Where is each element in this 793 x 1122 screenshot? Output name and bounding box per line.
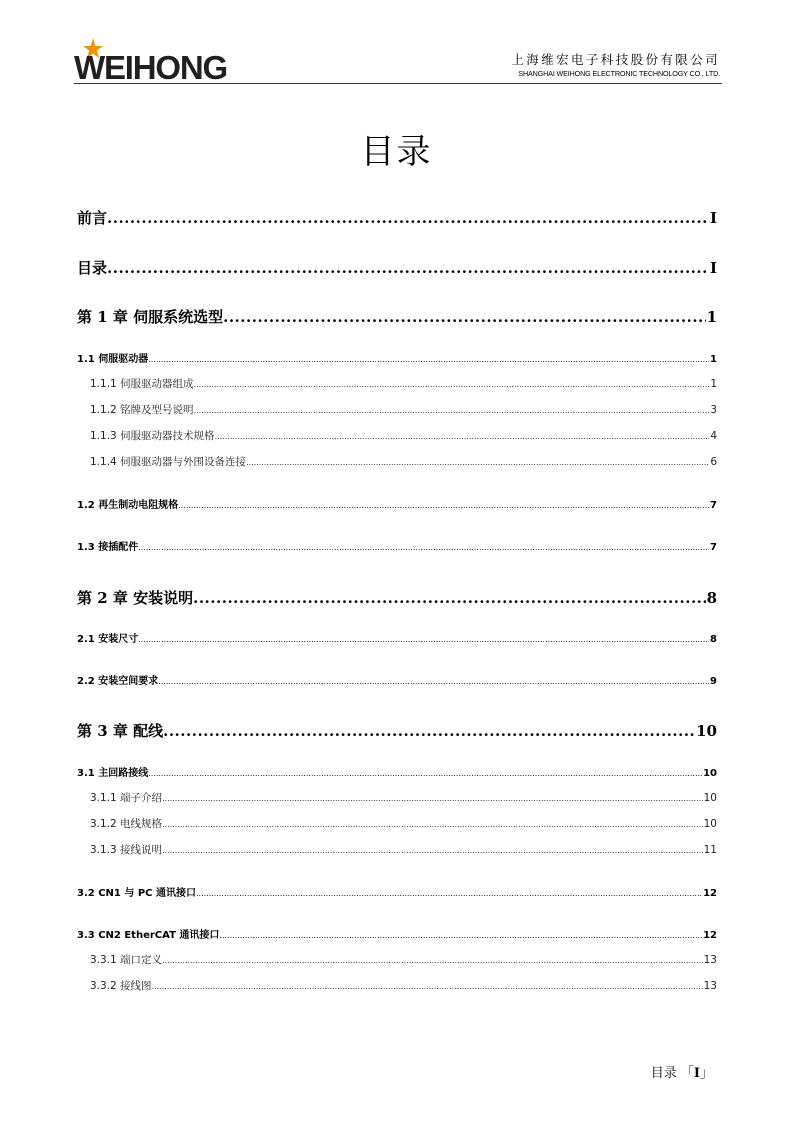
toc-entry-label: 2.2 安装空间要求	[77, 676, 159, 687]
toc-leader-dots	[215, 432, 710, 441]
company-name-en: SHANGHAI WEIHONG ELECTRONIC TECHNOLOGY CO., LTD.	[518, 69, 720, 78]
toc-section-entry[interactable]	[77, 764, 717, 779]
toc-section-entry[interactable]	[77, 496, 717, 511]
toc-leader-dots	[193, 589, 705, 607]
toc-leader-dots	[178, 501, 709, 510]
toc-leader-dots	[162, 956, 703, 965]
toc-section-entry[interactable]	[77, 630, 717, 645]
toc-subsection-entry[interactable]	[90, 790, 717, 805]
toc-section-entry[interactable]	[77, 538, 717, 553]
toc-leader-dots	[107, 209, 709, 227]
toc-leader-dots	[162, 820, 703, 829]
toc-entry-label: 前言	[77, 209, 108, 227]
toc-entry-page: 3	[710, 404, 717, 416]
toc-chapter-entry[interactable]	[77, 306, 717, 327]
toc-entry-page: 10	[703, 792, 717, 804]
toc-entry-page: 10	[696, 722, 717, 740]
page-title: 目录	[360, 132, 433, 172]
toc-entry-page: 7	[710, 542, 717, 553]
toc-entry-page: 1	[710, 378, 717, 390]
toc-subsection-entry[interactable]	[90, 454, 717, 469]
toc-entry-label: 3.1.3 接线说明	[90, 844, 163, 856]
toc-entry-label: 3.3.2 接线图	[90, 980, 152, 992]
toc-entry-page: 8	[706, 589, 717, 607]
toc-entry-label: 3.2 CN1 与 PC 通讯接口	[77, 888, 196, 899]
toc-entry-page: 6	[710, 456, 717, 468]
toc-entry-page: 13	[703, 954, 717, 966]
toc-entry-label: 3.3 CN2 EtherCAT 通讯接口	[77, 930, 220, 941]
toc-entry-label: 3.1 主回路接线	[77, 768, 149, 779]
toc-entry-label: 1.3 接插配件	[77, 542, 139, 553]
toc-entry-label: 1.1.2 铭牌及型号说明	[90, 404, 194, 416]
toc-leader-dots	[148, 769, 702, 778]
toc-entry-page: 7	[710, 500, 717, 511]
toc-entry-label: 1.1.1 伺服驱动器组成	[90, 378, 194, 390]
toc-entry-label: 1.1.4 伺服驱动器与外围设备连接	[90, 456, 247, 468]
toc-entry-label: 2.1 安装尺寸	[77, 634, 139, 645]
toc-entry-page: 9	[710, 676, 717, 687]
toc-entry-page: 12	[703, 888, 717, 899]
toc-section-entry[interactable]	[77, 350, 717, 365]
page-footer	[651, 1062, 713, 1081]
toc-leader-dots	[148, 355, 709, 364]
toc-leader-dots	[196, 889, 702, 898]
toc-entry-label: 1.2 再生制动电阻规格	[77, 500, 179, 511]
logo-text: WEIHONG	[74, 49, 227, 82]
toc-entry-label: 3.1.1 端子介绍	[90, 792, 163, 804]
toc-entry-page: 1	[706, 308, 717, 326]
toc-entry-page: I	[709, 209, 717, 227]
toc-leader-dots	[219, 931, 702, 940]
toc-entry-label: 3.3.1 端口定义	[90, 954, 163, 966]
toc-chapter-entry[interactable]	[77, 587, 717, 608]
toc-entry-label: 3.1.2 电线规格	[90, 818, 163, 830]
toc-entry-label: 第 2 章 安装说明	[77, 589, 194, 607]
toc-entry-page: 13	[703, 980, 717, 992]
toc-leader-dots	[107, 259, 709, 277]
toc-entry-page: 4	[710, 430, 717, 442]
footer-label: 目录	[650, 1066, 677, 1081]
toc-subsection-entry[interactable]	[90, 816, 717, 831]
toc-leader-dots	[194, 406, 710, 415]
toc-subsection-entry[interactable]	[90, 952, 717, 967]
footer-bracket-open: 「	[680, 1066, 694, 1081]
toc-leader-dots	[158, 677, 709, 686]
toc-entry-label: 1.1.3 伺服驱动器技术规格	[90, 430, 215, 442]
company-name-cn: 上海维宏电子科技股份有限公司	[511, 52, 720, 67]
toc-subsection-entry[interactable]	[90, 978, 717, 993]
toc-entry-page: 11	[703, 844, 717, 856]
toc-entry-page: 12	[703, 930, 717, 941]
toc-subsection-entry[interactable]	[90, 376, 717, 391]
toc-leader-dots	[223, 308, 705, 326]
toc-entry-page: 10	[703, 768, 717, 779]
toc-chapter-entry[interactable]	[77, 207, 717, 228]
toc-leader-dots	[152, 982, 703, 991]
toc-chapter-entry[interactable]	[77, 257, 717, 278]
toc-entry-label: 第 1 章 伺服系统选型	[77, 308, 224, 326]
toc-entry-label: 第 3 章 配线	[77, 722, 164, 740]
toc-entry-page: 8	[710, 634, 717, 645]
toc-entry-page: I	[709, 259, 717, 277]
toc-entry-label: 目录	[77, 259, 108, 277]
toc-leader-dots	[162, 794, 703, 803]
toc-entry-label: 1.1 伺服驱动器	[77, 354, 149, 365]
toc-subsection-entry[interactable]	[90, 402, 717, 417]
toc-section-entry[interactable]	[77, 672, 717, 687]
footer-bracket-close: 」	[699, 1066, 713, 1081]
toc-leader-dots	[246, 458, 709, 467]
toc-subsection-entry[interactable]	[90, 428, 717, 443]
toc-subsection-entry[interactable]	[90, 842, 717, 857]
toc-entry-page: 10	[703, 818, 717, 830]
toc-leader-dots	[138, 543, 709, 552]
toc-leader-dots	[138, 635, 709, 644]
toc-section-entry[interactable]	[77, 884, 717, 899]
toc-leader-dots	[163, 722, 695, 740]
toc-section-entry[interactable]	[77, 926, 717, 941]
footer-page-number: I	[693, 1066, 700, 1081]
toc-entry-page: 1	[710, 354, 717, 365]
toc-leader-dots	[194, 380, 710, 389]
toc-chapter-entry[interactable]	[77, 720, 717, 741]
toc-leader-dots	[162, 846, 703, 855]
